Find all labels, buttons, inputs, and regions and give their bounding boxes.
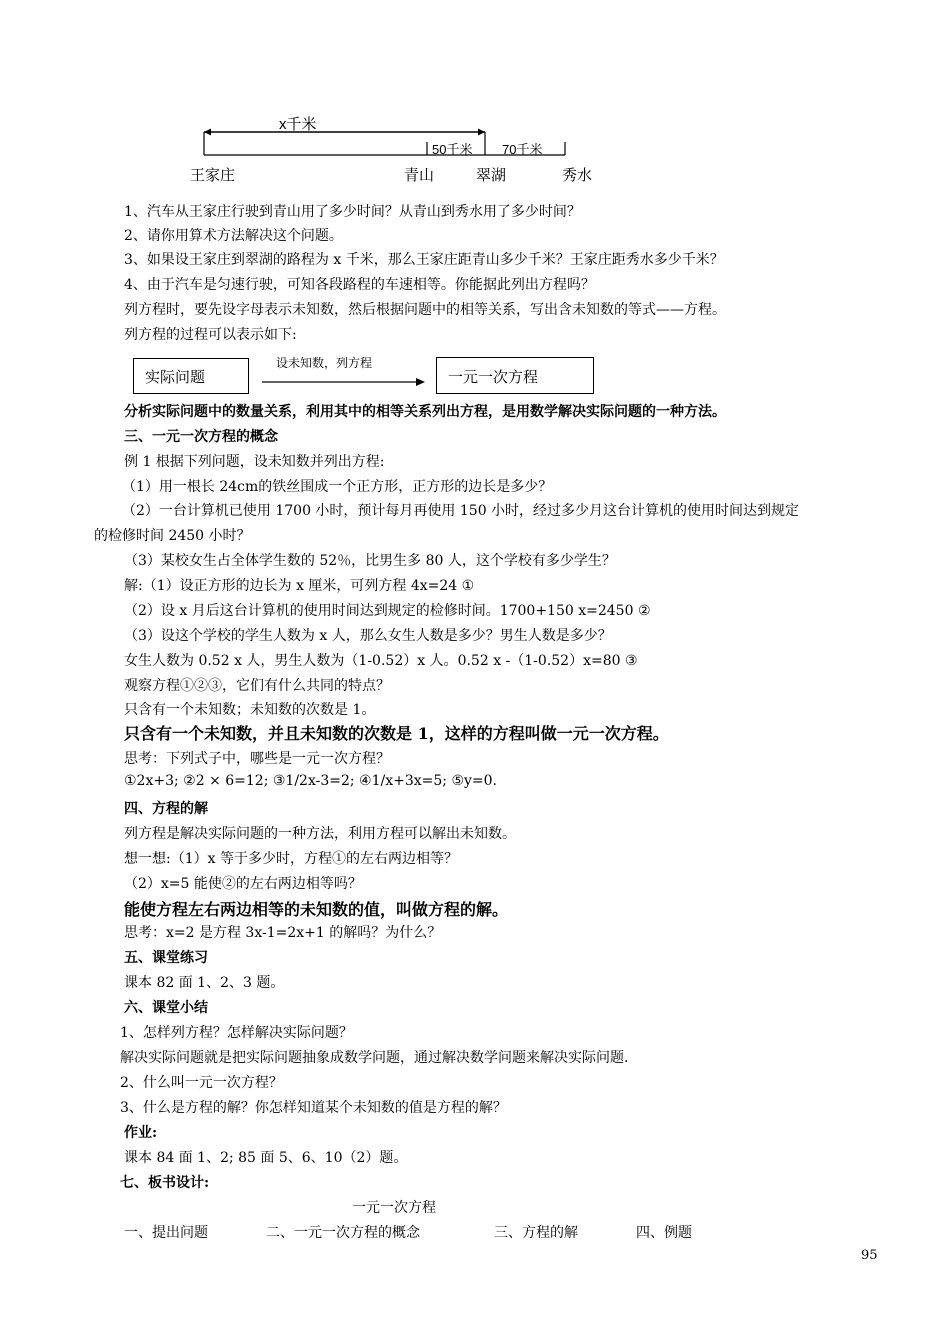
board-item-2: 二、一元一次方程的概念 <box>266 1225 420 1241</box>
section-7-heading: 七、板书设计: <box>120 1175 210 1191</box>
example-q3: （3）某校女生占全体学生数的 52％，比男生多 80 人，这个学校有多少学生？ <box>124 553 616 569</box>
question-2: 2、请你用算术方法解决这个问题。 <box>124 228 343 244</box>
distance-diagram <box>196 120 616 165</box>
think-question-4: 思考：x=2 是方程 3x-1=2x+1 的解吗？为什么？ <box>124 925 442 941</box>
board-title: 一元一次方程 <box>352 1200 436 1216</box>
flow-arrow-label: 设未知数，列方程 <box>276 356 373 370</box>
place-qingshan: 青山 <box>404 166 435 184</box>
definition-solution: 能使方程左右两边相等的未知数的值，叫做方程的解。 <box>124 900 509 919</box>
section-4-heading: 四、方程的解 <box>124 801 208 817</box>
diagram-x-label: x千米 <box>279 116 317 133</box>
solution-1: 解:（1）设正方形的边长为 x 厘米，可列方程 4x=24 ① <box>124 578 475 594</box>
diagram-seg-70-label: 70千米 <box>502 142 543 157</box>
flow-arrow <box>262 376 427 388</box>
think-question-1: 思考：下列式子中，哪些是一元一次方程？ <box>124 751 390 767</box>
place-wangjiazhuang: 王家庄 <box>190 166 236 184</box>
definition-linear-equation: 只含有一个未知数，并且未知数的次数是 1，这样的方程叫做一元一次方程。 <box>124 724 669 743</box>
flow-label-left: 实际问题 <box>145 368 206 386</box>
page-number: 95 <box>861 1248 878 1263</box>
equation-list: ①2x+3; ②2 × 6=12; ③1/2x-3=2; ④1/x+3x=5; ⑤y=0. <box>124 773 497 789</box>
observation-question: 观察方程①②③，它们有什么共同的特点？ <box>124 678 390 694</box>
observation-answer: 只含有一个未知数；未知数的次数是 1。 <box>124 702 376 718</box>
example-q1: （1）用一根长 24cm的铁丝围成一个正方形，正方形的边长是多少？ <box>122 479 553 495</box>
section-6-heading: 六、课堂小结 <box>124 1000 208 1016</box>
solution-2: （2）设 x 月后这台计算机的使用时间达到规定的检修时间。1700+150 x=2450 ② <box>124 603 651 619</box>
board-item-4: 四、例题 <box>636 1225 692 1241</box>
diagram-seg-50-label: 50千米 <box>432 142 473 157</box>
paragraph-process: 列方程的过程可以表示如下: <box>124 327 297 343</box>
example-1: 例 1 根据下列问题，设未知数并列出方程: <box>124 454 385 470</box>
practice-text: 课本 82 面 1、2、3 题。 <box>124 975 285 991</box>
example-q2-line1: （2）一台计算机已使用 1700 小时，预计每月再使用 150 小时，经过多少月这台计算机的使用时间达到规定 <box>122 503 800 519</box>
review-2: 2、什么叫一元一次方程？ <box>120 1075 283 1091</box>
bold-statement-method: 分析实际问题中的数量关系，利用其中的相等关系列出方程，是用数学解决实际问题的一种方法。 <box>124 404 726 420</box>
board-item-3: 三、方程的解 <box>494 1225 578 1241</box>
solution-3: （3）设这个学校的学生人数为 x 人，那么女生人数是多少？男生人数是多少？ <box>124 628 612 644</box>
think-question-3: （2）x=5 能使②的左右两边相等吗？ <box>124 876 362 892</box>
example-q2-line2: 的检修时间 2450 小时？ <box>94 528 251 544</box>
question-1: 1、汽车从王家庄行驶到青山用了多少时间？从青山到秀水用了多少时间？ <box>124 204 581 220</box>
place-xiushui: 秀水 <box>562 166 593 184</box>
review-3: 3、什么是方程的解？你怎样知道某个未知数的值是方程的解？ <box>120 1100 507 1116</box>
paragraph-equation-intro: 列方程时，要先设字母表示未知数，然后根据问题中的相等关系，写出含未知数的等式——方程。 <box>124 302 726 318</box>
board-item-1: 一、提出问题 <box>124 1225 208 1241</box>
paragraph-solve: 列方程是解决实际问题的一种方法，利用方程可以解出未知数。 <box>124 826 516 842</box>
homework-heading: 作业: <box>124 1125 158 1141</box>
think-question-2: 想一想:（1）x 等于多少时，方程①的左右两边相等？ <box>124 851 458 867</box>
section-3-heading: 三、一元一次方程的概念 <box>124 429 278 445</box>
review-1: 1、怎样列方程？怎样解决实际问题？ <box>120 1025 353 1041</box>
review-1-answer: 解决实际问题就是把实际问题抽象成数学问题，通过解决数学问题来解决实际问题. <box>120 1050 629 1066</box>
section-5-heading: 五、课堂练习 <box>124 950 208 966</box>
place-cuihu: 翠湖 <box>476 166 507 184</box>
homework-text: 课本 84 面 1、2; 85 面 5、6、10（2）题。 <box>124 1150 408 1166</box>
flow-label-right: 一元一次方程 <box>448 368 539 386</box>
solution-4: 女生人数为 0.52 x 人，男生人数为（1-0.52）x 人。0.52 x -（1-0.52）x=80 ③ <box>124 653 638 669</box>
question-4: 4、由于汽车是匀速行驶，可知各段路程的车速相等。你能据此列出方程吗？ <box>124 277 595 293</box>
question-3: 3、如果设王家庄到翠湖的路程为 x 千米，那么王家庄距青山多少千米？王家庄距秀水多少千米？ <box>124 252 724 268</box>
